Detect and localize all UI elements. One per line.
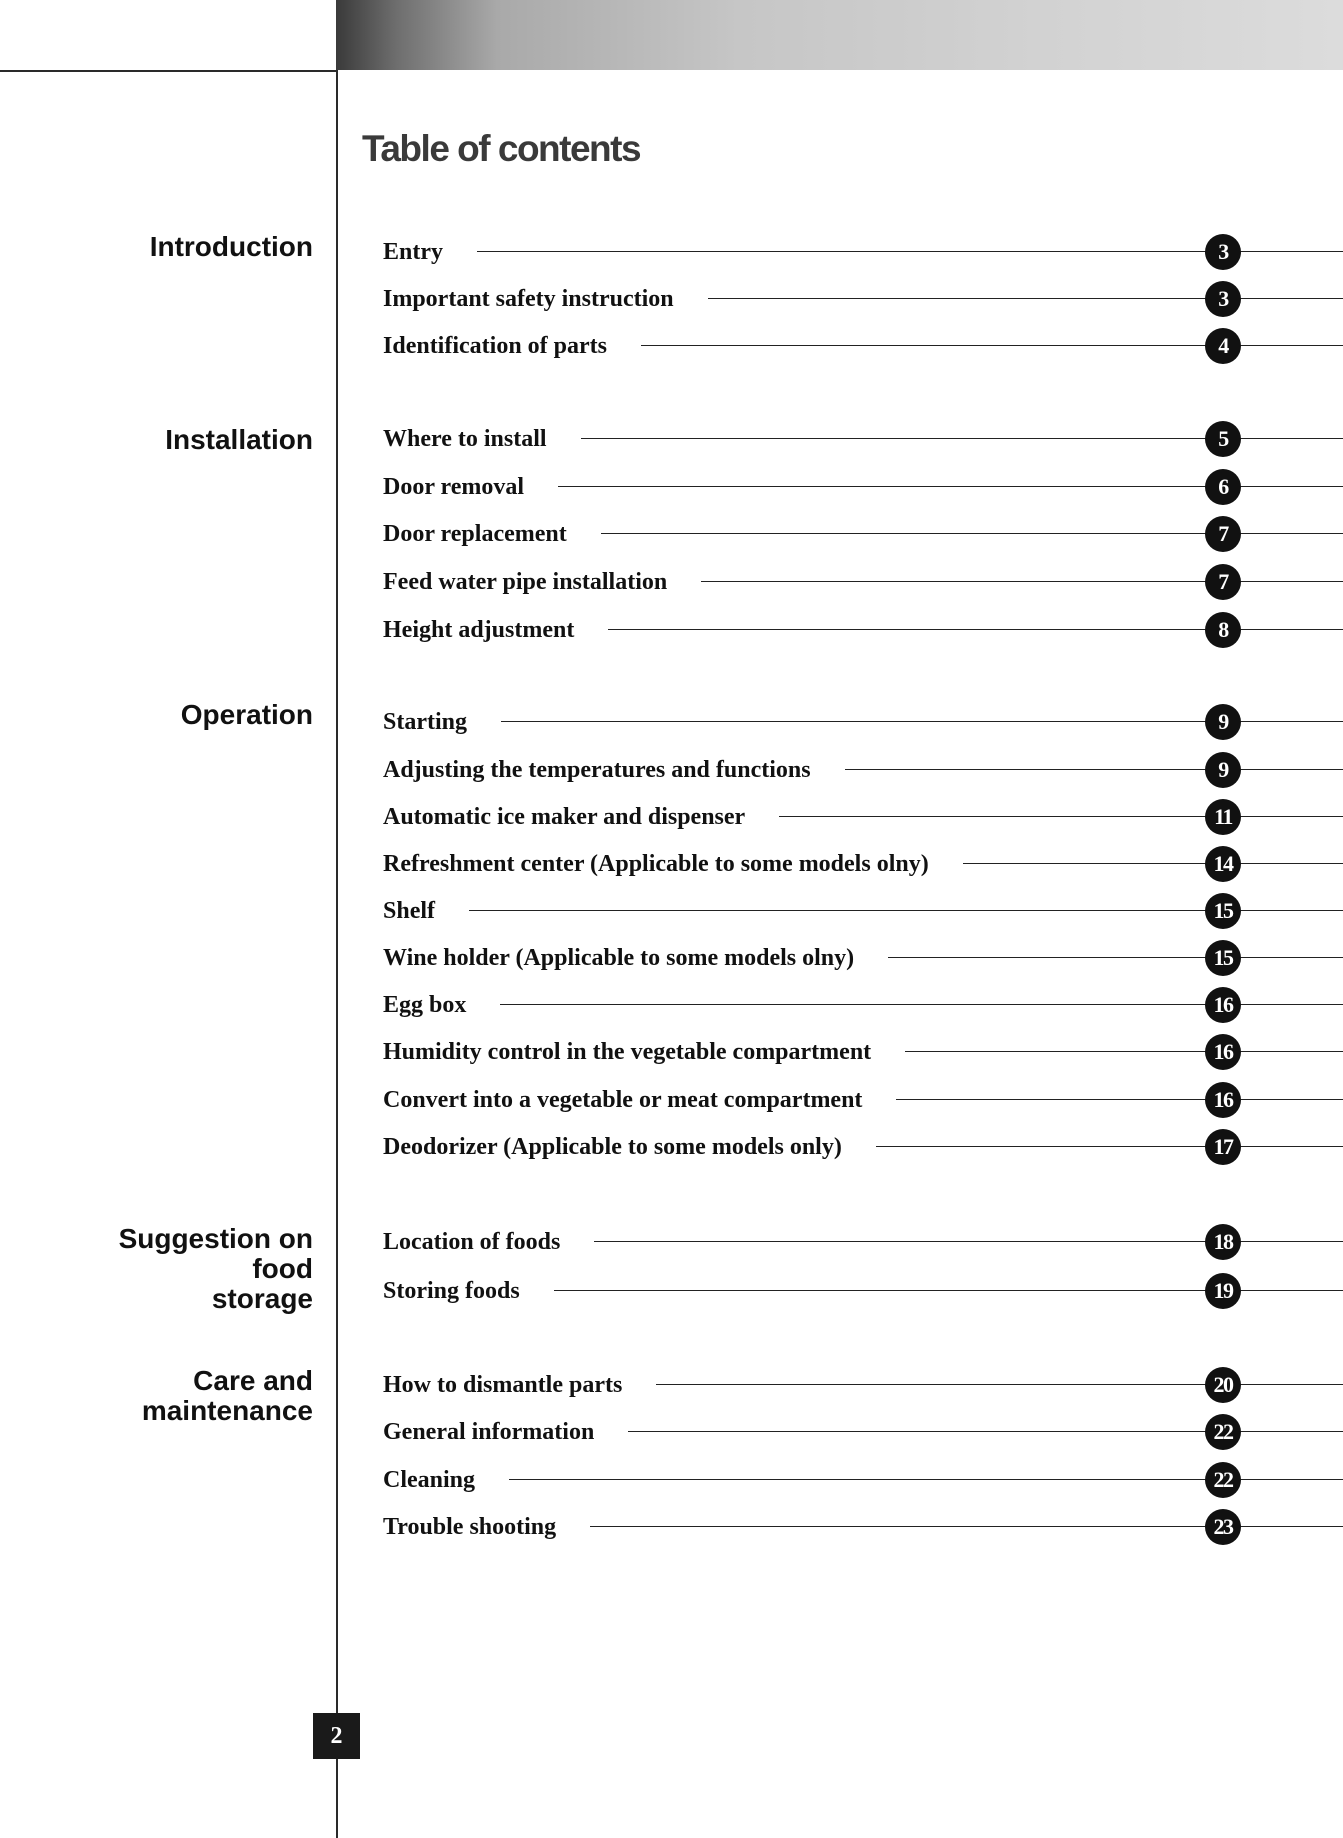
page-number-badge: 3 (1205, 281, 1241, 317)
toc-entry-label: Important safety instruction (383, 281, 678, 317)
toc-entry-label: Starting (383, 704, 471, 740)
page-number-badge: 9 (1205, 752, 1241, 788)
page-number-badge: 9 (1205, 704, 1241, 740)
page-number-badge: 15 (1205, 940, 1241, 976)
page-number-badge: 16 (1205, 987, 1241, 1023)
page-number-badge: 19 (1205, 1273, 1241, 1309)
leader-line (896, 1099, 1343, 1100)
leader-line (905, 1051, 1343, 1052)
toc-entry-label: Shelf (383, 893, 439, 929)
toc-entry[interactable] (383, 1414, 1343, 1450)
toc-entry-label: Egg box (383, 987, 470, 1023)
page-number-badge: 16 (1205, 1034, 1241, 1070)
page-number-badge: 18 (1205, 1224, 1241, 1260)
toc-entry-label: Location of foods (383, 1224, 564, 1260)
toc-entry-label: Convert into a vegetable or meat compartment (383, 1082, 866, 1118)
page-number-badge: 4 (1205, 328, 1241, 364)
toc-entry[interactable] (383, 516, 1343, 552)
leader-line (779, 816, 1343, 817)
toc-entry-label: Deodorizer (Applicable to some models only) (383, 1129, 846, 1165)
toc-entry-label: Humidity control in the vegetable compartment (383, 1034, 875, 1070)
toc-entry[interactable] (383, 469, 1343, 505)
page-number-badge: 14 (1205, 846, 1241, 882)
leader-line (876, 1146, 1343, 1147)
toc-entry-label: Feed water pipe installation (383, 564, 671, 600)
toc-entry-label: Identification of parts (383, 328, 611, 364)
toc-entry[interactable] (383, 704, 1343, 740)
page-number-badge: 15 (1205, 893, 1241, 929)
page-number-badge: 8 (1205, 612, 1241, 648)
toc-entry[interactable] (383, 1509, 1343, 1545)
toc-entry[interactable] (383, 1224, 1343, 1260)
toc-entry-label: Door removal (383, 469, 528, 505)
toc-entry[interactable] (383, 234, 1343, 270)
toc-entry[interactable] (383, 1367, 1343, 1403)
section-heading-care-and: Care and maintenance (141, 1365, 313, 1426)
page-number-badge: 22 (1205, 1462, 1241, 1498)
toc-entry[interactable] (383, 612, 1343, 648)
page-number-badge: 23 (1205, 1509, 1241, 1545)
toc-entry[interactable] (383, 1034, 1343, 1070)
page-number-badge: 6 (1205, 469, 1241, 505)
toc-entry-label: Refreshment center (Applicable to some models olny) (383, 846, 933, 882)
page-number-badge: 17 (1205, 1129, 1241, 1165)
header-divider (0, 70, 337, 72)
toc-entry[interactable] (383, 1273, 1343, 1309)
toc-entry[interactable] (383, 1129, 1343, 1165)
toc-entry-label: How to dismantle parts (383, 1367, 626, 1403)
toc-entry[interactable] (383, 1462, 1343, 1498)
toc-entry-label: General information (383, 1414, 598, 1450)
toc-entry-label: Door replacement (383, 516, 571, 552)
toc-entry[interactable] (383, 752, 1343, 788)
vertical-divider (336, 70, 338, 1838)
toc-entry-label: Wine holder (Applicable to some models olny) (383, 940, 858, 976)
toc-entry[interactable] (383, 328, 1343, 364)
toc-entry-label: Entry (383, 234, 447, 270)
section-heading-operation: Operation (180, 699, 313, 730)
toc-entry[interactable] (383, 846, 1343, 882)
toc-entry[interactable] (383, 893, 1343, 929)
leader-line (701, 581, 1343, 582)
leader-line (963, 863, 1343, 864)
leader-line (888, 957, 1343, 958)
leader-line (708, 298, 1343, 299)
page-number-badge: 3 (1205, 234, 1241, 270)
page-number-badge: 16 (1205, 1082, 1241, 1118)
toc-entry-label: Where to install (383, 421, 551, 457)
page-number-badge: 5 (1205, 421, 1241, 457)
toc-entry[interactable] (383, 564, 1343, 600)
page-number-badge: 11 (1205, 799, 1241, 835)
toc-entry[interactable] (383, 799, 1343, 835)
leader-line (845, 769, 1343, 770)
section-heading-introduction: Introduction (149, 231, 313, 262)
section-heading-suggestion-on: Suggestion on food storage (118, 1223, 313, 1314)
page-number-badge: 20 (1205, 1367, 1241, 1403)
page-number-badge: 7 (1205, 516, 1241, 552)
toc-entry[interactable] (383, 1082, 1343, 1118)
toc-entry[interactable] (383, 421, 1343, 457)
toc-entry[interactable] (383, 940, 1343, 976)
header-gradient-bar (336, 0, 1343, 70)
toc-entry-label: Adjusting the temperatures and functions (383, 752, 815, 788)
section-heading-installation: Installation (165, 424, 313, 455)
toc-entry-label: Trouble shooting (383, 1509, 560, 1545)
toc-entry-label: Cleaning (383, 1462, 479, 1498)
toc-entry[interactable] (383, 987, 1343, 1023)
page-title: Table of contents (362, 128, 641, 169)
page-number-badge: 7 (1205, 564, 1241, 600)
toc-entry[interactable] (383, 281, 1343, 317)
toc-entry-label: Height adjustment (383, 612, 578, 648)
toc-entry-label: Storing foods (383, 1273, 524, 1309)
page-number: 2 (313, 1713, 360, 1759)
toc-entry-label: Automatic ice maker and dispenser (383, 799, 749, 835)
page-number-badge: 22 (1205, 1414, 1241, 1450)
